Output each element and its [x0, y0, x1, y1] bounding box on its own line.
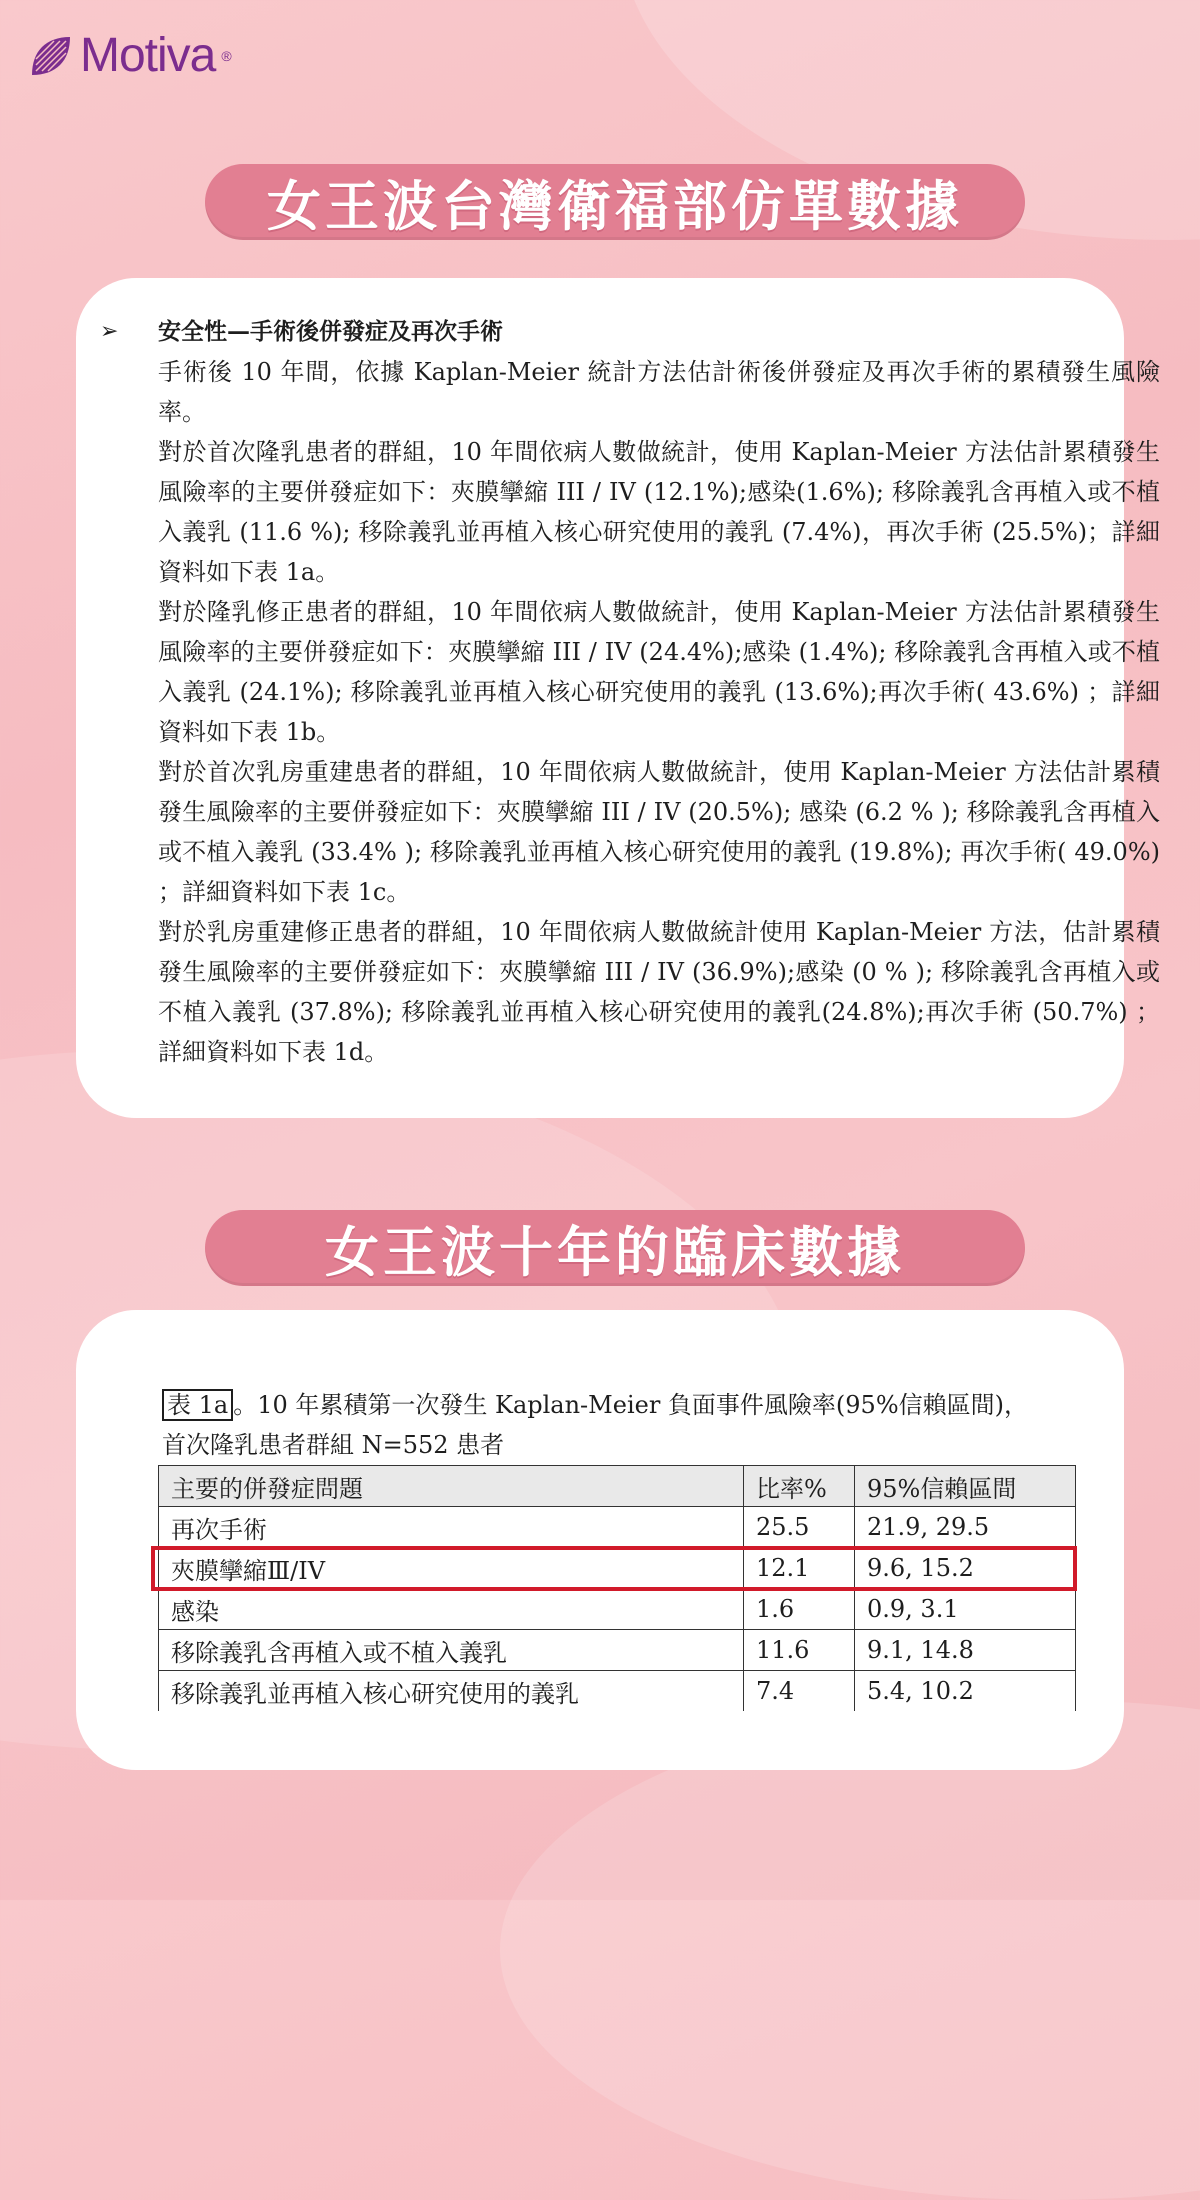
ci-cell: 21.9, 29.5	[855, 1507, 1076, 1548]
header-complication: 主要的併發症問題	[159, 1466, 744, 1507]
paragraph: 對於乳房重建修正患者的群組，10 年間依病人數做統計使用 Kaplan-Meier 方法，估計累積發生風險率的主要併發症如下：夾膜攣縮 III / IV (36.9%);感染 (0 % ); 移除義乳含再植入或不植入義乳 (37.8%); 移除義乳並再植入核心研究使用的義乳(24.8%);再次手術 (50.7%) ；詳細資料如下表 1d。	[158, 918, 1160, 1066]
rate-cell: 7.4	[744, 1671, 855, 1712]
complication-cell: 感染	[159, 1589, 744, 1630]
brand-name: Motiva	[80, 29, 216, 82]
table-caption-line1	[162, 1385, 1028, 1420]
rate-cell: 1.6	[744, 1589, 855, 1630]
highlight-box-capsular-contracture	[151, 1546, 1077, 1591]
table-caption-text: 。10 年累積第一次發生 Kaplan-Meier 負面事件風險率(95%信賴區間)，	[233, 1391, 1028, 1419]
rate-cell: 12.1	[744, 1548, 855, 1589]
paragraph: 對於隆乳修正患者的群組，10 年間依病人數做統計，使用 Kaplan-Meier 方法估計累積發生風險率的主要併發症如下：夾膜攣縮 III / IV (24.4%);感染 (1.4%); 移除義乳含再植入或不植入義乳 (24.1%); 移除義乳並再植入核心研究使用的義乳 (13.6%);再次手術( 43.6%) ；詳細資料如下表 1b。	[158, 598, 1160, 746]
table-row	[159, 1630, 1076, 1671]
ci-cell: 9.6, 15.2	[855, 1548, 1076, 1589]
table-row	[159, 1589, 1076, 1630]
table-row	[159, 1507, 1076, 1548]
header-rate: 比率%	[744, 1466, 855, 1507]
rate-cell: 25.5	[744, 1507, 855, 1548]
complication-cell: 再次手術	[159, 1507, 744, 1548]
section-heading	[100, 312, 1160, 352]
section-heading-text: 安全性—手術後併發症及再次手術	[158, 318, 503, 345]
arrow-bullet-icon: ➢	[100, 319, 119, 344]
table-row	[159, 1671, 1076, 1712]
complication-cell: 夾膜攣縮Ⅲ/IV	[159, 1548, 744, 1589]
table-caption-line2: 首次隆乳患者群組 N=552 患者	[162, 1431, 505, 1459]
banner-label-safety	[205, 164, 1025, 240]
header-confidence-interval: 95%信賴區間	[855, 1466, 1076, 1507]
rate-cell: 11.6	[744, 1630, 855, 1671]
banner-title: 女王波十年的臨床數據	[325, 1220, 905, 1284]
paragraph: 手術後 10 年間，依據 Kaplan-Meier 統計方法估計術後併發症及再次手術的累積發生風險率。	[158, 358, 1160, 426]
table-number-box: 表 1a	[162, 1389, 233, 1421]
leaf-logo-icon	[28, 33, 74, 79]
registered-mark: ®	[221, 47, 232, 64]
paragraph: 對於首次隆乳患者的群組，10 年間依病人數做統計，使用 Kaplan-Meier 方法估計累積發生風險率的主要併發症如下：夾膜攣縮 III / IV (12.1%);感染(1.6%); 移除義乳含再植入或不植入義乳 (11.6 %); 移除義乳並再植入核心研究使用的義乳 (7.4%)，再次手術 (25.5%)；詳細資料如下表 1a。	[158, 438, 1160, 586]
safety-document	[100, 312, 1168, 1072]
paragraph: 對於首次乳房重建患者的群組，10 年間依病人數做統計，使用 Kaplan-Meier 方法估計累積發生風險率的主要併發症如下：夾膜攣縮 III / IV (20.5%); 感染 (6.2 % ); 移除義乳含再植入或不植入義乳 (33.4% ); 移除義乳並再植入核心研究使用的義乳 (19.8%); 再次手術( 49.0%) ；詳細資料如下表 1c。	[158, 758, 1168, 906]
background-swirl	[500, 1700, 1200, 2200]
ci-cell: 5.4, 10.2	[855, 1671, 1076, 1712]
motiva-logo	[28, 28, 232, 83]
ci-cell: 0.9, 3.1	[855, 1589, 1076, 1630]
complication-cell: 移除義乳含再植入或不植入義乳	[159, 1630, 744, 1671]
ci-cell: 9.1, 14.8	[855, 1630, 1076, 1671]
banner-title: 女王波台灣衛福部仿單數據	[267, 174, 963, 238]
banner-label-clinical	[205, 1210, 1025, 1286]
table-header-row	[159, 1466, 1076, 1507]
complication-cell: 移除義乳並再植入核心研究使用的義乳	[159, 1671, 744, 1712]
